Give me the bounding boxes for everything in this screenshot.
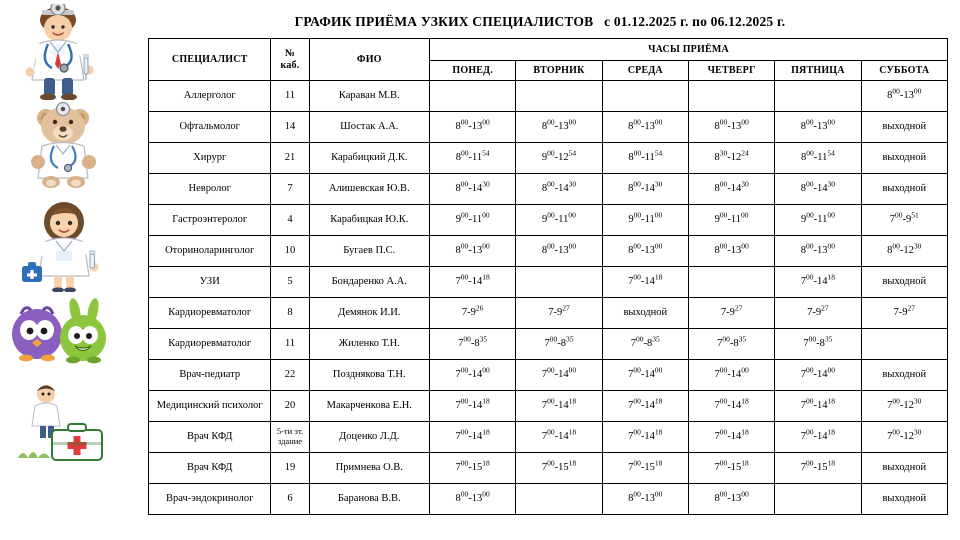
- cell-hours: $8^{00}-14^{30}$: [775, 174, 861, 205]
- cell-specialist: Врач КФД: [149, 453, 271, 484]
- cell-hours: $7^{00}-12^{30}$: [861, 391, 947, 422]
- cell-hours: $8^{00}-14^{30}$: [602, 174, 688, 205]
- cell-specialist: Гастроэнтеролог: [149, 205, 271, 236]
- table-row: [149, 391, 948, 422]
- cell-hours: $7^{00}-14^{18}$: [516, 391, 602, 422]
- cell-hours: $7^{00}-14^{18}$: [430, 391, 516, 422]
- cell-kabinet: 21: [271, 143, 309, 174]
- cell-fio: Доценко Л.Д.: [309, 422, 429, 453]
- cell-hours: $7^{00}-14^{18}$: [430, 422, 516, 453]
- cell-hours: выходной: [861, 267, 947, 298]
- decoration-column: [0, 0, 128, 540]
- cell-hours: $7^{00}-8^{35}$: [775, 329, 861, 360]
- cell-fio: Караван М.В.: [309, 81, 429, 112]
- header-kabinet-line2: каб.: [280, 59, 300, 71]
- cell-hours: $7^{00}-14^{00}$: [775, 360, 861, 391]
- cell-hours: $7^{00}-9^{51}$: [861, 205, 947, 236]
- cell-kabinet: 19: [271, 453, 309, 484]
- cell-fio: Карабицкая Ю.К.: [309, 205, 429, 236]
- schedule-table: [148, 38, 948, 515]
- cell-hours: $7^{00}-15^{18}$: [430, 453, 516, 484]
- title-dates: с 01.12.2025 г. по 06.12.2025 г.: [604, 14, 786, 29]
- header-day-monday: ПОНЕД.: [430, 61, 516, 81]
- cell-specialist: Невролог: [149, 174, 271, 205]
- cell-fio: Бугаев П.С.: [309, 236, 429, 267]
- table-row: [149, 329, 948, 360]
- cell-hours: $7^{00}-14^{18}$: [775, 422, 861, 453]
- cell-hours: $8^{00}-13^{00}$: [602, 112, 688, 143]
- cell-specialist: Хирург: [149, 143, 271, 174]
- header-day-saturday: СУББОТА: [861, 61, 947, 81]
- cell-hours: $7^{00}-14^{00}$: [688, 360, 774, 391]
- cell-hours: $7^{00}-14^{18}$: [688, 391, 774, 422]
- cell-kabinet: 22: [271, 360, 309, 391]
- cell-hours: $7^{00}-15^{18}$: [516, 453, 602, 484]
- cell-hours: $7^{00}-14^{00}$: [602, 360, 688, 391]
- cell-fio: Баранова В.В.: [309, 484, 429, 515]
- cell-hours: $7^{00}-14^{18}$: [775, 267, 861, 298]
- cell-hours: $7^{00}-12^{30}$: [861, 422, 947, 453]
- cell-hours: $8^{00}-14^{30}$: [430, 174, 516, 205]
- header-day-thursday: ЧЕТВЕРГ: [688, 61, 774, 81]
- cell-hours: $9^{00}-11^{00}$: [775, 205, 861, 236]
- header-day-wednesday: СРЕДА: [602, 61, 688, 81]
- cell-hours: $8^{00}-13^{00}$: [775, 236, 861, 267]
- cell-hours: [775, 81, 861, 112]
- cell-hours: $7-9^{27}$: [688, 298, 774, 329]
- female-doctor-clipart: [12, 196, 116, 292]
- table-row: [149, 174, 948, 205]
- cell-hours: выходной: [861, 174, 947, 205]
- cell-fio: Карабицкий Д.К.: [309, 143, 429, 174]
- cell-hours: $8^{00}-13^{00}$: [688, 112, 774, 143]
- cell-fio: Алишевская Ю.В.: [309, 174, 429, 205]
- cell-hours: выходной: [861, 453, 947, 484]
- cell-hours: $8^{00}-13^{00}$: [430, 236, 516, 267]
- cell-hours: $7^{00}-15^{18}$: [688, 453, 774, 484]
- cell-hours: выходной: [861, 143, 947, 174]
- schedule-table-wrapper: [148, 38, 948, 515]
- header-kabinet-line1: №: [284, 48, 296, 59]
- cell-hours: [602, 81, 688, 112]
- cell-hours: выходной: [861, 360, 947, 391]
- title-main: ГРАФИК ПРИЁМА УЗКИХ СПЕЦИАЛИСТОВ: [294, 14, 594, 29]
- cell-kabinet: 8: [271, 298, 309, 329]
- first-aid-kit-clipart: [12, 378, 116, 464]
- cell-hours: $7-9^{27}$: [775, 298, 861, 329]
- cell-kabinet: 20: [271, 391, 309, 422]
- cell-fio: Шостак А.А.: [309, 112, 429, 143]
- cell-hours: $7^{00}-14^{00}$: [430, 360, 516, 391]
- cell-hours: $9^{00}-11^{00}$: [516, 205, 602, 236]
- cell-kabinet: 14: [271, 112, 309, 143]
- cell-hours: $7^{00}-14^{18}$: [602, 391, 688, 422]
- cell-kabinet: 10: [271, 236, 309, 267]
- cell-hours: $7^{00}-15^{18}$: [775, 453, 861, 484]
- cell-specialist: Офтальмолог: [149, 112, 271, 143]
- table-body: [149, 81, 948, 515]
- cell-fio: Жиленко Т.Н.: [309, 329, 429, 360]
- cell-hours: $8^{00}-13^{00}$: [430, 484, 516, 515]
- cell-kabinet: 4: [271, 205, 309, 236]
- table-row: [149, 236, 948, 267]
- cell-hours: $7^{00}-8^{35}$: [430, 329, 516, 360]
- cell-hours: $7^{00}-14^{18}$: [602, 422, 688, 453]
- table-row: [149, 298, 948, 329]
- cell-hours: $7^{00}-8^{35}$: [688, 329, 774, 360]
- cell-hours: [516, 81, 602, 112]
- cell-hours: $8^{00}-13^{00}$: [861, 81, 947, 112]
- table-row: [149, 205, 948, 236]
- cell-specialist: Врач-педиатр: [149, 360, 271, 391]
- cell-specialist: Кардиоревматолог: [149, 329, 271, 360]
- table-row: [149, 81, 948, 112]
- header-day-friday: ПЯТНИЦА: [775, 61, 861, 81]
- cell-hours: $8^{00}-13^{00}$: [516, 112, 602, 143]
- cell-hours: [516, 484, 602, 515]
- cell-hours: $9^{00}-11^{00}$: [430, 205, 516, 236]
- cell-hours: $7^{00}-14^{18}$: [602, 267, 688, 298]
- cell-hours: $7^{00}-14^{18}$: [775, 391, 861, 422]
- cell-fio: Бондаренко А.А.: [309, 267, 429, 298]
- cell-hours: $8^{00}-14^{30}$: [516, 174, 602, 205]
- table-row: [149, 422, 948, 453]
- cell-hours: выходной: [861, 112, 947, 143]
- cell-fio: Позднякова Т.Н.: [309, 360, 429, 391]
- cell-hours: $8^{00}-11^{54}$: [430, 143, 516, 174]
- cell-hours: выходной: [861, 484, 947, 515]
- cell-hours: $9^{00}-11^{00}$: [602, 205, 688, 236]
- cell-hours: $7^{00}-8^{35}$: [602, 329, 688, 360]
- cell-kabinet: 6: [271, 484, 309, 515]
- cell-hours: $7^{00}-15^{18}$: [602, 453, 688, 484]
- cell-kabinet: 5: [271, 267, 309, 298]
- cell-specialist: УЗИ: [149, 267, 271, 298]
- cell-hours: $8^{00}-13^{00}$: [688, 484, 774, 515]
- cell-hours: $9^{00}-11^{00}$: [688, 205, 774, 236]
- cell-hours: [430, 81, 516, 112]
- cell-hours: $7^{00}-8^{35}$: [516, 329, 602, 360]
- cell-specialist: Медицинский психолог: [149, 391, 271, 422]
- cell-hours: [688, 81, 774, 112]
- cell-hours: $8^{00}-13^{00}$: [602, 236, 688, 267]
- header-hours: ЧАСЫ ПРИЁМА: [430, 39, 948, 61]
- cell-hours: $8^{00}-11^{54}$: [775, 143, 861, 174]
- cell-hours: $8^{00}-13^{00}$: [430, 112, 516, 143]
- table-row: [149, 267, 948, 298]
- cell-hours: $8^{00}-14^{30}$: [688, 174, 774, 205]
- cell-hours: $7-9^{27}$: [516, 298, 602, 329]
- table-row: [149, 453, 948, 484]
- header-kabinet: [271, 39, 309, 81]
- cell-hours: [775, 484, 861, 515]
- cell-hours: [861, 329, 947, 360]
- cell-specialist: Аллерголог: [149, 81, 271, 112]
- cell-kabinet: 7: [271, 174, 309, 205]
- cell-hours: выходной: [602, 298, 688, 329]
- header-fio: ФИО: [309, 39, 429, 81]
- header-day-tuesday: ВТОРНИК: [516, 61, 602, 81]
- cell-kabinet: 11: [271, 329, 309, 360]
- cell-hours: $7^{00}-14^{18}$: [430, 267, 516, 298]
- cell-hours: $8^{00}-13^{00}$: [602, 484, 688, 515]
- table-row: [149, 484, 948, 515]
- cell-fio: Макарченкова Е.Н.: [309, 391, 429, 422]
- cell-hours: $7^{00}-14^{18}$: [516, 422, 602, 453]
- cell-hours: $9^{00}-12^{54}$: [516, 143, 602, 174]
- table-header: [149, 39, 948, 81]
- page-title: [140, 14, 940, 30]
- table-row: [149, 360, 948, 391]
- table-row: [149, 112, 948, 143]
- table-row: [149, 143, 948, 174]
- cell-hours: $7^{00}-14^{00}$: [516, 360, 602, 391]
- cell-hours: $7^{00}-14^{18}$: [688, 422, 774, 453]
- cell-hours: $8^{00}-12^{30}$: [861, 236, 947, 267]
- table-header-row-1: [149, 39, 948, 61]
- cell-hours: $8^{00}-13^{00}$: [775, 112, 861, 143]
- cell-fio: Примнева О.В.: [309, 453, 429, 484]
- cell-kabinet: 5-ти эт. здание: [271, 422, 309, 453]
- doctor-with-stethoscope-clipart: [12, 4, 116, 100]
- cell-hours: [688, 267, 774, 298]
- cell-hours: [516, 267, 602, 298]
- teddy-bear-doctor-clipart: [12, 102, 116, 194]
- cell-hours: $7-9^{26}$: [430, 298, 516, 329]
- cell-hours: $7-9^{27}$: [861, 298, 947, 329]
- cell-hours: $8^{00}-13^{00}$: [688, 236, 774, 267]
- cell-hours: $8^{30}-12^{24}$: [688, 143, 774, 174]
- header-specialist: СПЕЦИАЛИСТ: [149, 39, 271, 81]
- cell-specialist: Врач-эндокринолог: [149, 484, 271, 515]
- cell-fio: Демянок И.И.: [309, 298, 429, 329]
- smeshariki-characters-clipart: [9, 294, 119, 376]
- cell-specialist: Кардиоревматолог: [149, 298, 271, 329]
- cell-hours: $8^{00}-13^{00}$: [516, 236, 602, 267]
- cell-kabinet: 11: [271, 81, 309, 112]
- cell-hours: $8^{00}-11^{54}$: [602, 143, 688, 174]
- cell-specialist: Оториноларинголог: [149, 236, 271, 267]
- cell-specialist: Врач КФД: [149, 422, 271, 453]
